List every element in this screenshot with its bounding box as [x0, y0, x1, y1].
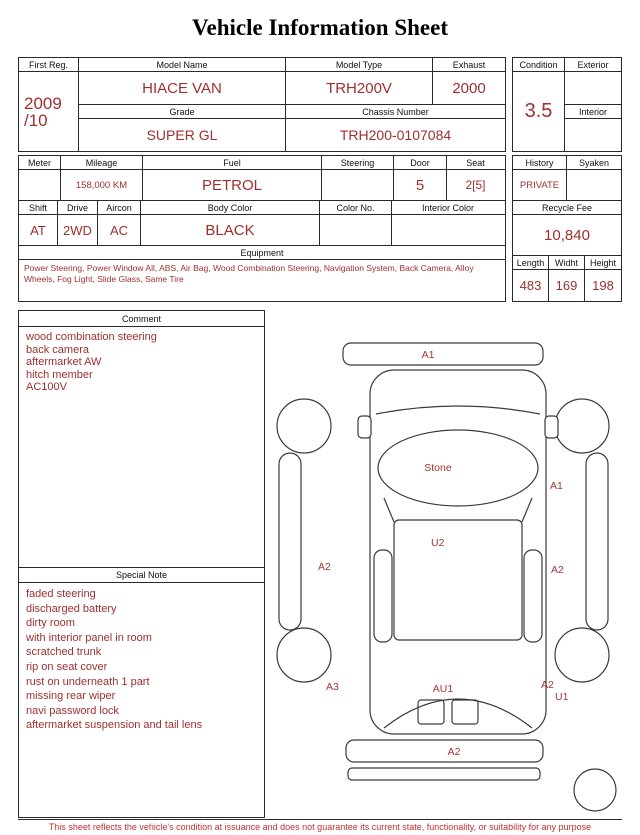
- history-value-row: [513, 170, 621, 201]
- drive-value: 2WD: [58, 215, 98, 245]
- door-label: Door: [394, 156, 447, 169]
- mileage-label: Mileage: [61, 156, 143, 169]
- comment-list: [19, 327, 264, 567]
- dimensions-label-row: [513, 256, 621, 270]
- length-value: 483: [513, 270, 549, 301]
- width-value: 169: [549, 270, 585, 301]
- interior-color-label: Interior Color: [392, 201, 504, 214]
- condition-table: [512, 57, 622, 152]
- vehicle-summary-table: [18, 57, 506, 152]
- comment-line: hitch member: [26, 368, 93, 381]
- wheel-front-left: [277, 399, 331, 453]
- exterior-label: Exterior: [565, 58, 621, 72]
- special-note-line: rip on seat cover: [26, 660, 108, 673]
- steering-value: [322, 170, 394, 200]
- mileage-value: 158,000 KM: [61, 170, 143, 200]
- color-no-label: Color No.: [320, 201, 392, 214]
- exhaust-value: 2000: [433, 72, 505, 105]
- mirror-right: [545, 416, 558, 438]
- special-note-list: [19, 583, 264, 737]
- comment-line: AC100V: [26, 381, 67, 393]
- model-name-label: Model Name: [79, 58, 286, 72]
- special-note-line: aftermarket suspension and tail lens: [26, 719, 203, 732]
- spec-label-row-2: [19, 201, 505, 215]
- shift-label: Shift: [19, 201, 58, 214]
- rear-lower-strip: [348, 768, 540, 780]
- special-note-line: rust on underneath 1 part: [26, 675, 150, 688]
- special-note-line: faded steering: [26, 588, 96, 600]
- chassis-number-value: TRH200-0107084: [286, 119, 505, 151]
- mark-side-right: A2: [551, 564, 564, 576]
- height-label: Height: [585, 256, 621, 269]
- special-note-line: missing rear wiper: [26, 690, 116, 703]
- special-note-line: discharged battery: [26, 602, 117, 615]
- special-note-header: Special Note: [19, 567, 264, 583]
- history-label: History: [513, 156, 567, 169]
- equipment-value-row: [19, 260, 505, 301]
- first-reg-value: [19, 72, 79, 151]
- model-type-value: TRH200V: [286, 72, 433, 105]
- mark-rear-center: AU1: [432, 683, 454, 695]
- windshield: [378, 430, 538, 506]
- special-note-line: navi password lock: [26, 704, 119, 717]
- spec-label-row-1: [19, 156, 505, 170]
- seat-label: Seat: [447, 156, 504, 169]
- mark-front-right: A1: [550, 480, 563, 492]
- model-name-value: HIACE VAN: [79, 72, 286, 105]
- drive-label: Drive: [58, 201, 98, 214]
- wheel-rear-left: [277, 628, 331, 682]
- exhaust-label: Exhaust: [433, 58, 505, 72]
- width-label: Widht: [549, 256, 585, 269]
- mark-cabin: U2: [431, 537, 445, 549]
- spec-value-row-2: [19, 215, 505, 246]
- interior-color-value: [392, 215, 504, 245]
- body-color-value: BLACK: [141, 215, 320, 245]
- interior-value: [565, 119, 621, 151]
- meter-value: [19, 170, 61, 200]
- exterior-value: [565, 72, 621, 105]
- spare-wheel: [574, 769, 616, 811]
- recycle-fee-value: 10,840: [513, 215, 621, 255]
- aircon-value: AC: [98, 215, 141, 245]
- history-label-row: [513, 156, 621, 170]
- first-reg-year: 2009: [24, 93, 62, 113]
- mark-rear-bumper: A2: [447, 746, 461, 758]
- car-body: [370, 370, 546, 734]
- mark-windshield: Stone: [424, 462, 452, 474]
- spec-table: [18, 155, 506, 302]
- mark-side-left: A2: [318, 561, 331, 573]
- disclaimer: This sheet reflects the vehicle's condition at issuance and does not guarantee its current state, functionality, or suitability for any purpose: [18, 819, 622, 832]
- spec-value-row-1: [19, 170, 505, 201]
- color-no-value: [320, 215, 392, 245]
- door-value: 5: [394, 170, 447, 200]
- steering-label: Steering: [322, 156, 394, 169]
- chassis-number-label: Chassis Number: [286, 105, 505, 119]
- mark-rear-right: A2: [541, 679, 554, 691]
- comment-line: back camera: [26, 343, 89, 356]
- car-top-view: [268, 310, 622, 818]
- comment-line: aftermarket AW: [26, 356, 102, 368]
- side-rail-left: [279, 453, 301, 630]
- comment-line: wood combination steering: [26, 331, 157, 343]
- seat-value: 2[5]: [447, 170, 504, 200]
- recycle-fee-label-row: [513, 201, 621, 215]
- first-reg-month: /10: [24, 110, 48, 130]
- grade-value: SUPER GL: [79, 119, 286, 151]
- comment-panel: [18, 310, 265, 818]
- recycle-fee-label: Recycle Fee: [513, 201, 621, 214]
- dimensions-value-row: [513, 270, 621, 301]
- special-note-line: with interior panel in room: [26, 631, 152, 644]
- wheel-front-right: [555, 399, 609, 453]
- equipment-label-row: [19, 246, 505, 260]
- syaken-label: Syaken: [567, 156, 621, 169]
- comment-header: Comment: [19, 311, 264, 327]
- condition-value: 3.5: [513, 72, 565, 151]
- shift-value: AT: [19, 215, 58, 245]
- model-type-label: Model Type: [286, 58, 433, 72]
- recycle-fee-value-row: [513, 215, 621, 256]
- wheel-rear-right: [555, 628, 609, 682]
- fuel-label: Fuel: [143, 156, 322, 169]
- special-note-line: scratched trunk: [26, 646, 102, 659]
- height-value: 198: [585, 270, 621, 301]
- mark-rear-right-u: U1: [555, 691, 569, 703]
- mark-rear-left: A3: [326, 681, 339, 693]
- mirror-left: [358, 416, 371, 438]
- damage-diagram: [268, 310, 622, 818]
- history-fee-table: [512, 155, 622, 302]
- history-value: PRIVATE: [513, 170, 567, 200]
- mark-front-bumper: A1: [421, 349, 435, 361]
- condition-label: Condition: [513, 58, 565, 72]
- page-title: Vehicle Information Sheet: [192, 15, 448, 40]
- first-reg-label: First Reg.: [19, 58, 79, 72]
- aircon-label: Aircon: [98, 201, 141, 214]
- meter-label: Meter: [19, 156, 61, 169]
- interior-label: Interior: [565, 105, 621, 119]
- equipment-label: Equipment: [19, 246, 505, 259]
- grade-label: Grade: [79, 105, 286, 119]
- front-bumper: [343, 343, 543, 365]
- rear-bumper: [346, 740, 543, 762]
- body-color-label: Body Color: [141, 201, 320, 214]
- equipment-value: Power Steering, Power Window All, ABS, Air Bag, Wood Combination Steering, Navigation System, Back Camera, Alloy Wheels, Fog Light, Slide Glass, Same Tire: [19, 260, 505, 301]
- fuel-value: PETROL: [143, 170, 322, 200]
- special-note-line: dirty room: [26, 617, 75, 630]
- side-rail-right: [586, 453, 608, 630]
- length-label: Length: [513, 256, 549, 269]
- syaken-value: [567, 170, 621, 200]
